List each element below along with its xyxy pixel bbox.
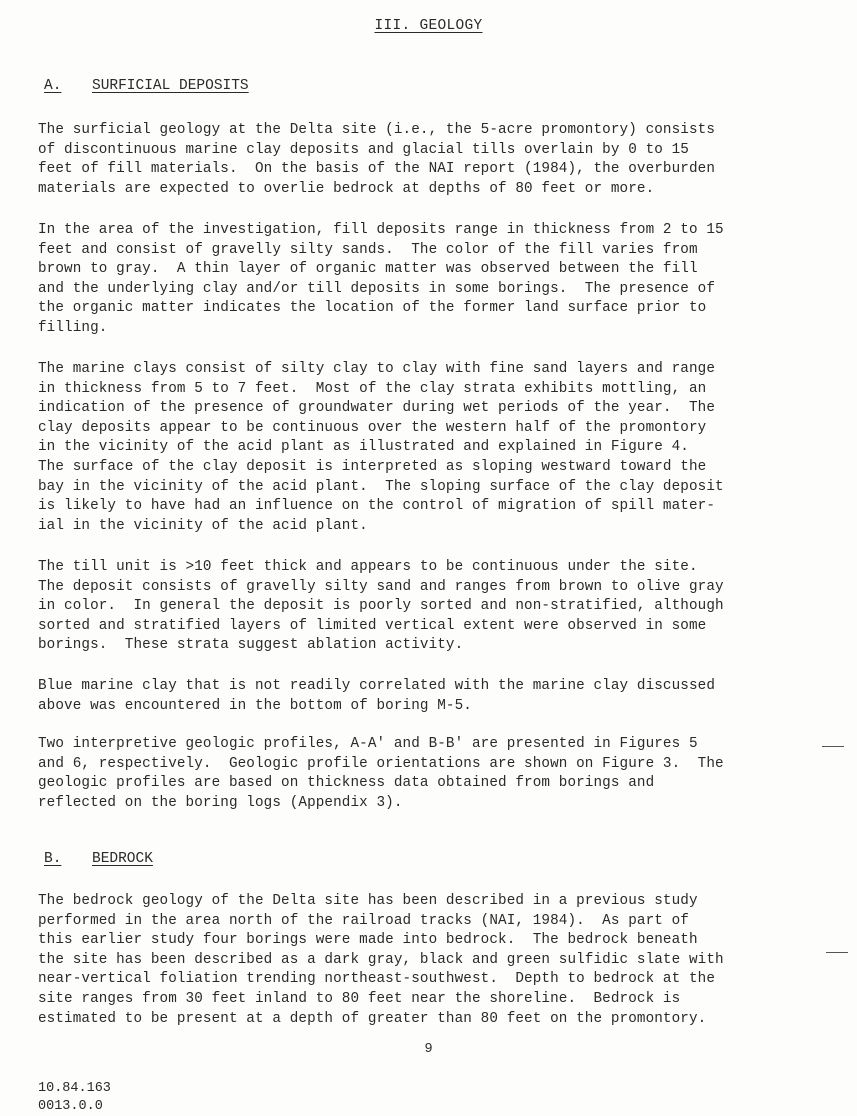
document-id-line-1: 10.84.163	[38, 1081, 111, 1096]
paragraph-fill-deposits: In the area of the investigation, fill deposits range in thickness from 2 to 15 feet and consist of gravelly silty sands. The color of the fill varies from brown to gray. A thin layer of organic matter was observed between the fill and the underlying clay and/or till deposits in some borings. The presence of the organic matter indicates the location of the former land surface prior to filling.	[38, 222, 724, 336]
section-a-heading	[44, 78, 249, 94]
margin-dash-mark-2	[826, 952, 848, 953]
section-b-title: BEDROCK	[92, 851, 153, 867]
section-a-number: A.	[44, 78, 62, 94]
paragraph-till-unit: The till unit is >10 feet thick and appears to be continuous under the site. The deposit consists of gravelly silty sand and ranges from brown to olive gray in color. In general the deposit is poorly sorted and non-stratified, although sorted and stratified layers of limited vertical extent were observed in some borings. These strata suggest ablation activity.	[38, 559, 724, 654]
margin-dash-mark	[822, 746, 844, 747]
paragraph-geologic-profiles: Two interpretive geologic profiles, A-A' and B-B' are presented in Figures 5 and 6, respectively. Geologic profile orientations are shown on Figure 3. The geologic profiles are based on thickness data obtained from borings and reflected on the boring logs (Appendix 3).	[38, 736, 724, 811]
section-b-heading	[44, 851, 153, 867]
paragraph-bedrock: The bedrock geology of the Delta site has been described in a previous study performed in the area north of the railroad tracks (NAI, 1984). As part of this earlier study four borings were made into bedrock. The bedrock beneath the site has been described as a dark gray, black and green sulfidic slate with near-vertical foliation trending northeast-southwest. Depth to bedrock at the site ranges from 30 feet inland to 80 feet near the shoreline. Bedrock is estimated to be present at a depth of greater than 80 feet on the promontory.	[38, 893, 724, 1027]
page-number: 9	[424, 1042, 433, 1057]
paragraph-blue-marine-clay: Blue marine clay that is not readily correlated with the marine clay discussed above was encountered in the bottom of boring M-5.	[38, 678, 716, 714]
paragraph-surficial-overview: The surficial geology at the Delta site (i.e., the 5-acre promontory) consists of discontinuous marine clay deposits and glacial tills overlain by 0 to 15 feet of fill materials. On the basis of the NAI report (1984), the overburden materials are expected to overlie bedrock at depths of 80 feet or more.	[38, 122, 716, 197]
paragraph-marine-clays: The marine clays consist of silty clay to clay with fine sand layers and range in thickness from 5 to 7 feet. Most of the clay strata exhibits mottling, an indication of the presence of groundwater during wet periods of the year. The clay deposits appear to be continuous over the western half of the promontory in the vicinity of the acid plant as illustrated and explained in Figure 4. The surface of the clay deposit is interpreted as sloping westward toward the bay in the vicinity of the acid plant. The sloping surface of the clay deposit is likely to have had an influence on the control of migration of spill mater- ial in the vicinity of the acid plant.	[38, 361, 724, 534]
document-id-line-2: 0013.0.0	[38, 1099, 103, 1114]
page-title: III. GEOLOGY	[374, 18, 483, 34]
section-b-number: B.	[44, 851, 62, 867]
section-a-title: SURFICIAL DEPOSITS	[92, 78, 249, 94]
